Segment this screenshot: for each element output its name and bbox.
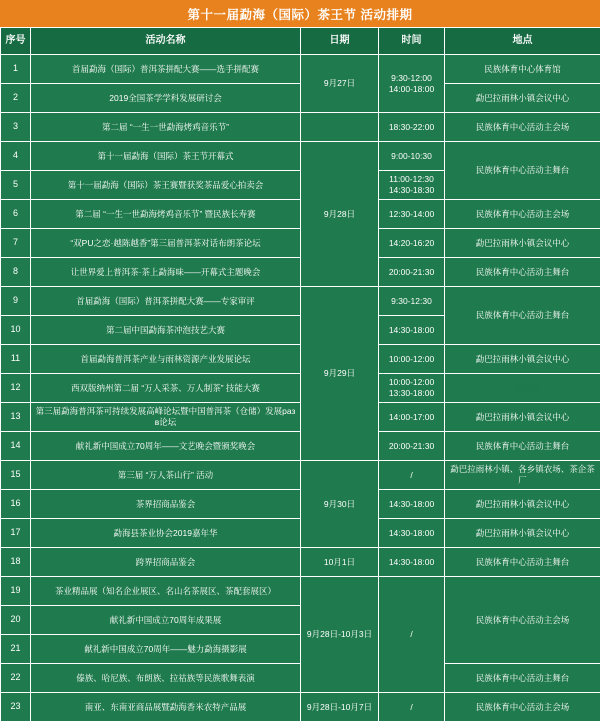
row-activity-name: 献礼新中国成立70周年成果展 bbox=[31, 606, 301, 635]
row-no: 4 bbox=[1, 142, 31, 171]
row-date: 9月30日 bbox=[301, 461, 379, 548]
column-header-place: 地点 bbox=[445, 28, 600, 55]
schedule-table bbox=[0, 27, 600, 722]
row-no: 20 bbox=[1, 606, 31, 635]
row-time: 14:20-16:20 bbox=[379, 229, 445, 258]
row-time-line1: 11:00-12:30 bbox=[382, 174, 441, 185]
row-time-line1: 10:00-12:00 bbox=[382, 377, 441, 388]
row-no: 14 bbox=[1, 432, 31, 461]
row-no: 8 bbox=[1, 258, 31, 287]
table-header-row bbox=[1, 28, 600, 55]
row-activity-name: 让世界爱上普洱茶·茶上勐海味——开幕式主题晚会 bbox=[31, 258, 301, 287]
row-activity-name: 献礼新中国成立70周年——文艺晚会暨颁奖晚会 bbox=[31, 432, 301, 461]
row-activity-name: 茶界招商品鉴会 bbox=[31, 490, 301, 519]
row-time: 18:30-22:00 bbox=[379, 113, 445, 142]
row-time-line1: 9:30-12:00 bbox=[382, 73, 441, 84]
row-no: 13 bbox=[1, 403, 31, 432]
row-time bbox=[379, 171, 445, 200]
row-place: 民族体育中心活动主舞台 bbox=[445, 258, 600, 287]
table-row bbox=[1, 345, 600, 374]
row-place: 勐巴拉雨林小镇、各乡镇农场、茶企茶厂 bbox=[445, 461, 600, 490]
table-row bbox=[1, 432, 600, 461]
row-no: 16 bbox=[1, 490, 31, 519]
table-row bbox=[1, 461, 600, 490]
table-row bbox=[1, 664, 600, 693]
row-time: 14:30-18:00 bbox=[379, 316, 445, 345]
row-activity-name: 首届勐海（国际）普洱茶拼配大赛——专家审评 bbox=[31, 287, 301, 316]
column-header-no: 序号 bbox=[1, 28, 31, 55]
row-place: 勐巴拉雨林小镇会议中心 bbox=[445, 490, 600, 519]
row-time: 10:00-12:00 bbox=[379, 345, 445, 374]
row-no: 1 bbox=[1, 55, 31, 84]
row-place: 勐巴拉雨林小镇会议中心 bbox=[445, 84, 600, 113]
table-row bbox=[1, 84, 600, 113]
row-time: 9:30-12:30 bbox=[379, 287, 445, 316]
row-no: 21 bbox=[1, 635, 31, 664]
row-place: 民族体育中心活动主会场 bbox=[445, 200, 600, 229]
row-activity-name: 首届勐海（国际）普洱茶拼配大赛——选手拼配赛 bbox=[31, 55, 301, 84]
table-row bbox=[1, 403, 600, 432]
row-place: 民族体育中心活动主会场 bbox=[445, 113, 600, 142]
row-time bbox=[379, 374, 445, 403]
row-date: 10月1日 bbox=[301, 548, 379, 577]
row-date: 9月28日-10月7日 bbox=[301, 693, 379, 722]
row-activity-name: 第二届 “一生一世勐海烤鸡音乐节” 暨民族长寿赛 bbox=[31, 200, 301, 229]
row-time: / bbox=[379, 461, 445, 490]
row-no: 15 bbox=[1, 461, 31, 490]
row-place: 民族体育中心活动主舞台 bbox=[445, 287, 600, 345]
row-activity-name: 2019全国茶学学科发展研讨会 bbox=[31, 84, 301, 113]
page-title: 第十一届勐海（国际）茶王节 活动排期 bbox=[0, 0, 600, 27]
table-row bbox=[1, 374, 600, 403]
row-time: 14:30-18:00 bbox=[379, 519, 445, 548]
row-activity-name: 第三届勐海普洱茶可持续发展高峰论坛暨中国普洱茶（仓储）发展разв论坛 bbox=[31, 403, 301, 432]
row-place: 民族体育中心活动主舞台 bbox=[445, 142, 600, 200]
row-time-line2: 13:30-18:00 bbox=[382, 388, 441, 399]
row-no: 11 bbox=[1, 345, 31, 374]
table-row bbox=[1, 490, 600, 519]
row-place: 勐巴拉雨林小镇会议中心 bbox=[445, 345, 600, 374]
row-activity-name: 第十一届勐海（国际）茶王赛暨获奖茶品爱心拍卖会 bbox=[31, 171, 301, 200]
row-time: / bbox=[379, 693, 445, 722]
row-no: 2 bbox=[1, 84, 31, 113]
table-row bbox=[1, 287, 600, 316]
table-row bbox=[1, 577, 600, 606]
row-place: 大益庄园 bbox=[445, 374, 600, 403]
row-activity-name: 西双版纳州第二届 “万人采茶、万人制茶” 技能大赛 bbox=[31, 374, 301, 403]
column-header-time: 时间 bbox=[379, 28, 445, 55]
table-row bbox=[1, 519, 600, 548]
row-no: 3 bbox=[1, 113, 31, 142]
row-place: 勐巴拉雨林小镇会议中心 bbox=[445, 519, 600, 548]
row-activity-name: “双PU之恋·越陈越香”第三届普洱茶对话布朗茶论坛 bbox=[31, 229, 301, 258]
row-date: 9月29日 bbox=[301, 287, 379, 461]
row-time: / bbox=[379, 577, 445, 693]
table-row bbox=[1, 200, 600, 229]
row-place: 民族体育中心活动主舞台 bbox=[445, 548, 600, 577]
row-place: 民族体育中心活动主舞台 bbox=[445, 664, 600, 693]
row-activity-name: 第二届 “一生一世勐海烤鸡音乐节” bbox=[31, 113, 301, 142]
row-activity-name: 首届勐海普洱茶产业与雨林资源产业发展论坛 bbox=[31, 345, 301, 374]
row-date bbox=[301, 113, 379, 142]
column-header-date: 日期 bbox=[301, 28, 379, 55]
row-no: 17 bbox=[1, 519, 31, 548]
row-no: 10 bbox=[1, 316, 31, 345]
row-time: 14:30-18:00 bbox=[379, 548, 445, 577]
row-activity-name: 献礼新中国成立70周年——魅力勐海摄影展 bbox=[31, 635, 301, 664]
row-time: 20:00-21:30 bbox=[379, 432, 445, 461]
row-no: 12 bbox=[1, 374, 31, 403]
row-no: 22 bbox=[1, 664, 31, 693]
table-row bbox=[1, 55, 600, 84]
row-activity-name: 第三届 “万人茶山行” 活动 bbox=[31, 461, 301, 490]
row-date: 9月28日-10月3日 bbox=[301, 577, 379, 693]
row-no: 7 bbox=[1, 229, 31, 258]
row-no: 6 bbox=[1, 200, 31, 229]
table-row bbox=[1, 693, 600, 722]
row-no: 9 bbox=[1, 287, 31, 316]
row-place: 勐巴拉雨林小镇会议中心 bbox=[445, 229, 600, 258]
table-row bbox=[1, 548, 600, 577]
row-time: 14:30-18:00 bbox=[379, 490, 445, 519]
row-time-line2: 14:30-18:30 bbox=[382, 185, 441, 196]
row-date: 9月27日 bbox=[301, 55, 379, 113]
table-row bbox=[1, 113, 600, 142]
row-place: 民族体育中心活动主会场 bbox=[445, 693, 600, 722]
row-activity-name: 第二届中国勐海茶冲泡技艺大赛 bbox=[31, 316, 301, 345]
table-row bbox=[1, 258, 600, 287]
row-place: 勐巴拉雨林小镇会议中心 bbox=[445, 403, 600, 432]
row-time: 12:30-14:00 bbox=[379, 200, 445, 229]
row-no: 19 bbox=[1, 577, 31, 606]
row-time: 9:00-10:30 bbox=[379, 142, 445, 171]
table-row bbox=[1, 229, 600, 258]
row-time: 20:00-21:30 bbox=[379, 258, 445, 287]
row-activity-name: 傣族、哈尼族、布朗族、拉祜族等民族歌舞表演 bbox=[31, 664, 301, 693]
row-activity-name: 跨界招商品鉴会 bbox=[31, 548, 301, 577]
row-no: 5 bbox=[1, 171, 31, 200]
row-activity-name: 茶业精品展（知名企业展区、名山名茶展区、茶配套展区） bbox=[31, 577, 301, 606]
column-header-name: 活动名称 bbox=[31, 28, 301, 55]
row-no: 18 bbox=[1, 548, 31, 577]
row-place: 民族体育中心活动主会场 bbox=[445, 577, 600, 664]
row-time-line2: 14:00-18:00 bbox=[382, 84, 441, 95]
row-time bbox=[379, 55, 445, 113]
row-date: 9月28日 bbox=[301, 142, 379, 287]
table-row bbox=[1, 142, 600, 171]
row-activity-name: 南亚、东南亚商品展暨勐海香米农特产品展 bbox=[31, 693, 301, 722]
row-place: 民族体育中心体育馆 bbox=[445, 55, 600, 84]
row-activity-name: 第十一届勐海（国际）茶王节开幕式 bbox=[31, 142, 301, 171]
row-time: 14:00-17:00 bbox=[379, 403, 445, 432]
row-place: 民族体育中心活动主舞台 bbox=[445, 432, 600, 461]
row-no: 23 bbox=[1, 693, 31, 722]
row-activity-name: 勐海县茶业协会2019嘉年华 bbox=[31, 519, 301, 548]
